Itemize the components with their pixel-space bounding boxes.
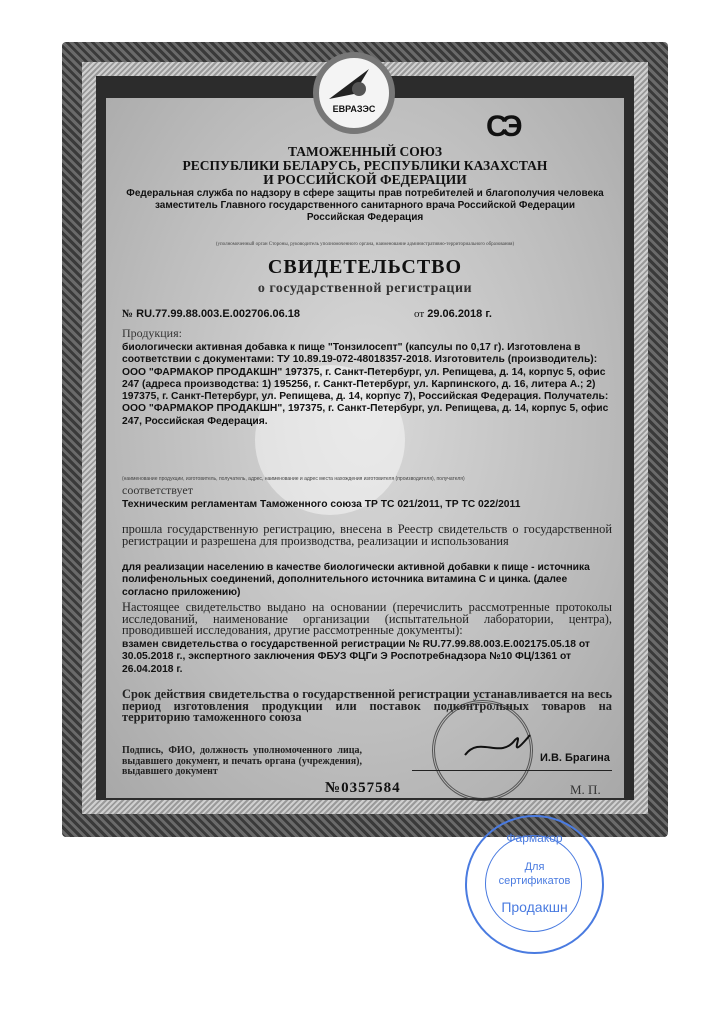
form-number: №0357584 (325, 780, 401, 796)
seal-place: М. П. (570, 782, 601, 797)
conforms-label: соответствует (122, 483, 193, 497)
signature-caption: Подпись, ФИО, должность уполномоченного лица, выдавшего документ, и печать органа (учреждения), выдавшего документ (122, 745, 362, 777)
company-stamp: Фармакор Для сертификатов Продакшн (465, 815, 604, 954)
se-mark: СЭ (486, 110, 517, 143)
validity-text: Срок действия свидетельства о государственной регистрации устанавливается на весь период изготовления продукции или поставок подконтрольных товаров на территорию таможенного союза (122, 687, 612, 724)
usage-text: для реализации населению в качестве биологически активной добавки к пище - источника полифенольных соединений, дополнительного источника витамина С и цинка. (далее согласно приложению) (122, 562, 590, 598)
page-title: СВИДЕТЕЛЬСТВО (267, 256, 463, 278)
subtitle: о государственной регистрации (257, 281, 473, 296)
product-caption: (наименование продукции, изготовитель, получатель, адрес, наименование и адрес места нахождения изготовителя (производителя), получателя) (122, 476, 465, 482)
basis-value: взамен свидетельства о государственной регистрации № RU.77.99.88.003.Е.002175.05.18 от 30.05.2018 г., экспертного заключения ФБУЗ ФЦГи Э Роспотребнадзора №10 ФЦ/1361 от 26.04.2018 г. (122, 639, 590, 675)
certificate-number: № RU.77.99.88.003.E.002706.06.18 (122, 308, 301, 320)
emblem-icon (324, 64, 384, 104)
agency-line-3: Российская Федерация (306, 212, 424, 223)
registration-statement: прошла государственную регистрацию, внесена в Реестр свидетельств о государственной регистрации и разрешена для производства, реализации и использования (122, 522, 612, 548)
signature-line (412, 770, 612, 771)
agency-line-2: заместитель Главного государственного санитарного врача Российской Федерации (154, 200, 576, 211)
organ-caption: (уполномоченный орган Стороны, руководитель уполномоченного органа, наименование административно-территориального образования) (215, 242, 515, 247)
conforms-text: Техническим регламентам Таможенного союза ТР ТС 021/2011, ТР ТС 022/2011 (122, 499, 521, 510)
union-line-1: ТАМОЖЕННЫЙ СОЮЗ (287, 144, 443, 159)
product-text: биологически активная добавка к пище "Тонзилосепт" (капсулы по 0,17 г). Изготовлена в соответствии с документами: ТУ 10.89.19-072-48018357-2018. Изготовитель (производитель): ООО "ФАРМАКОР ПРОДАКШН" 197375, г. Санкт-Петербург, ул. Репищева, д. 14, корпус 5, офис 247 (адреса производства: 1) 195256, г. Санкт-Петербург, ул. Карпинского, д. 16, литера А.; 2) 197375, г. Санкт-Петербург, ул. Репищева, д. 14, корпус 7), Российская Федерация. Получатель: ООО "ФАРМАКОР ПРОДАКШН", 197375, г. Санкт-Петербург, ул. Репищева, д. 14, корпус 5, офис 247, Российская Федерация. (122, 342, 609, 427)
agency-line-1: Федеральная служба по надзору в сфере защиты прав потребителей и благополучия человека (126, 188, 604, 199)
signatory-name: И.В. Брагина (540, 752, 610, 764)
basis-statement: Настоящее свидетельство выдано на основании (перечислить рассмотренные протоколы исследований, наименование организации (испытательной лаборатории, центра), проводившей исследования, другие рассмотренные документы): (122, 600, 612, 637)
union-line-2: РЕСПУБЛИКИ БЕЛАРУСЬ, РЕСПУБЛИКИ КАЗАХСТАН (182, 158, 548, 173)
evrazes-logo: ЕВРАЗЭС (313, 52, 395, 134)
certificate-date: от 29.06.2018 г. (414, 308, 492, 320)
product-label: Продукция: (122, 326, 182, 340)
signature (460, 725, 535, 770)
union-line-3: И РОССИЙСКОЙ ФЕДЕРАЦИИ (263, 172, 467, 187)
